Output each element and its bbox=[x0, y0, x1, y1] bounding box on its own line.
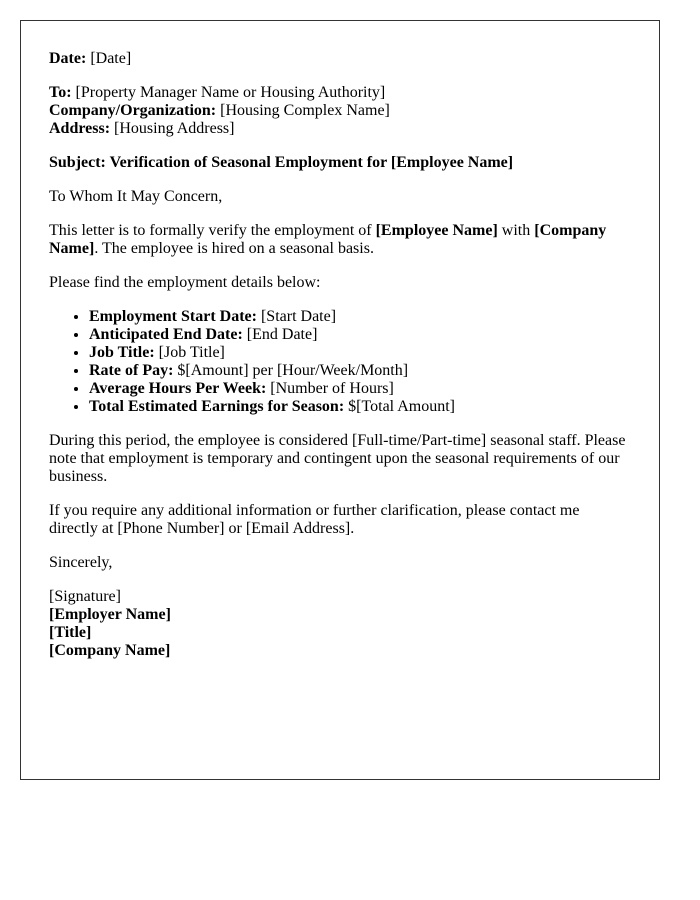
intro-text-1: This letter is to formally verify the employment of bbox=[49, 222, 376, 239]
detail-value: [End Date] bbox=[242, 326, 318, 343]
detail-label: Total Estimated Earnings for Season: bbox=[89, 398, 345, 415]
recipient-company-line bbox=[49, 102, 631, 120]
subject-text: Subject: Verification of Seasonal Employment for [Employee Name] bbox=[49, 154, 514, 171]
employer-company-text: [Company Name] bbox=[49, 642, 171, 659]
company-label: Company/Organization: bbox=[49, 102, 217, 119]
recipient-to-line bbox=[49, 84, 631, 102]
address-label: Address: bbox=[49, 120, 111, 137]
employer-title-text: [Title] bbox=[49, 624, 92, 641]
detail-item-start-date bbox=[89, 308, 631, 326]
to-value: [Property Manager Name or Housing Authority] bbox=[75, 84, 386, 101]
intro-paragraph bbox=[49, 222, 631, 258]
date-line bbox=[49, 50, 631, 68]
to-label: To: bbox=[49, 84, 72, 101]
employer-title bbox=[49, 624, 631, 642]
detail-label: Rate of Pay: bbox=[89, 362, 174, 379]
company-value: [Housing Complex Name] bbox=[220, 102, 390, 119]
detail-label: Job Title: bbox=[89, 344, 155, 361]
intro-text-3: . The employee is hired on a seasonal basis. bbox=[94, 240, 374, 257]
detail-value: $[Amount] per [Hour/Week/Month] bbox=[173, 362, 409, 379]
employer-company bbox=[49, 642, 631, 660]
detail-value: [Start Date] bbox=[256, 308, 337, 325]
detail-label: Average Hours Per Week: bbox=[89, 380, 267, 397]
detail-item-rate-of-pay bbox=[89, 362, 631, 380]
closing: Sincerely, bbox=[49, 554, 113, 571]
salutation: To Whom It May Concern, bbox=[49, 188, 223, 205]
detail-item-total-earnings bbox=[89, 398, 631, 416]
date-value: [Date] bbox=[90, 50, 132, 67]
details-intro: Please find the employment details below: bbox=[49, 274, 321, 291]
detail-value: [Job Title] bbox=[154, 344, 225, 361]
detail-label: Employment Start Date: bbox=[89, 308, 257, 325]
signature-block bbox=[49, 588, 631, 660]
recipient-address-line bbox=[49, 120, 631, 138]
intro-employee-name: [Employee Name] bbox=[375, 222, 498, 239]
employer-name bbox=[49, 606, 631, 624]
detail-item-job-title bbox=[89, 344, 631, 362]
detail-label: Anticipated End Date: bbox=[89, 326, 243, 343]
signature-placeholder: [Signature] bbox=[49, 588, 121, 605]
subject-line bbox=[49, 154, 631, 172]
employment-details-list bbox=[49, 308, 631, 416]
detail-value: [Number of Hours] bbox=[266, 380, 394, 397]
address-value: [Housing Address] bbox=[114, 120, 235, 137]
intro-company-name: [Company Name] bbox=[49, 222, 607, 257]
detail-value: $[Total Amount] bbox=[344, 398, 456, 415]
letter-document bbox=[20, 20, 660, 780]
date-label: Date: bbox=[49, 50, 87, 67]
period-paragraph: During this period, the employee is considered [Full-time/Part-time] seasonal staff. Please note that employment is temporary and contingent upon the seasonal requirements of our business. bbox=[49, 432, 626, 485]
recipient-block bbox=[49, 84, 631, 138]
contact-paragraph: If you require any additional information or further clarification, please contact me directly at [Phone Number] or [Email Address]. bbox=[49, 502, 580, 537]
intro-text-2: with bbox=[497, 222, 535, 239]
detail-item-average-hours bbox=[89, 380, 631, 398]
detail-item-end-date bbox=[89, 326, 631, 344]
employer-name-text: [Employer Name] bbox=[49, 606, 171, 623]
